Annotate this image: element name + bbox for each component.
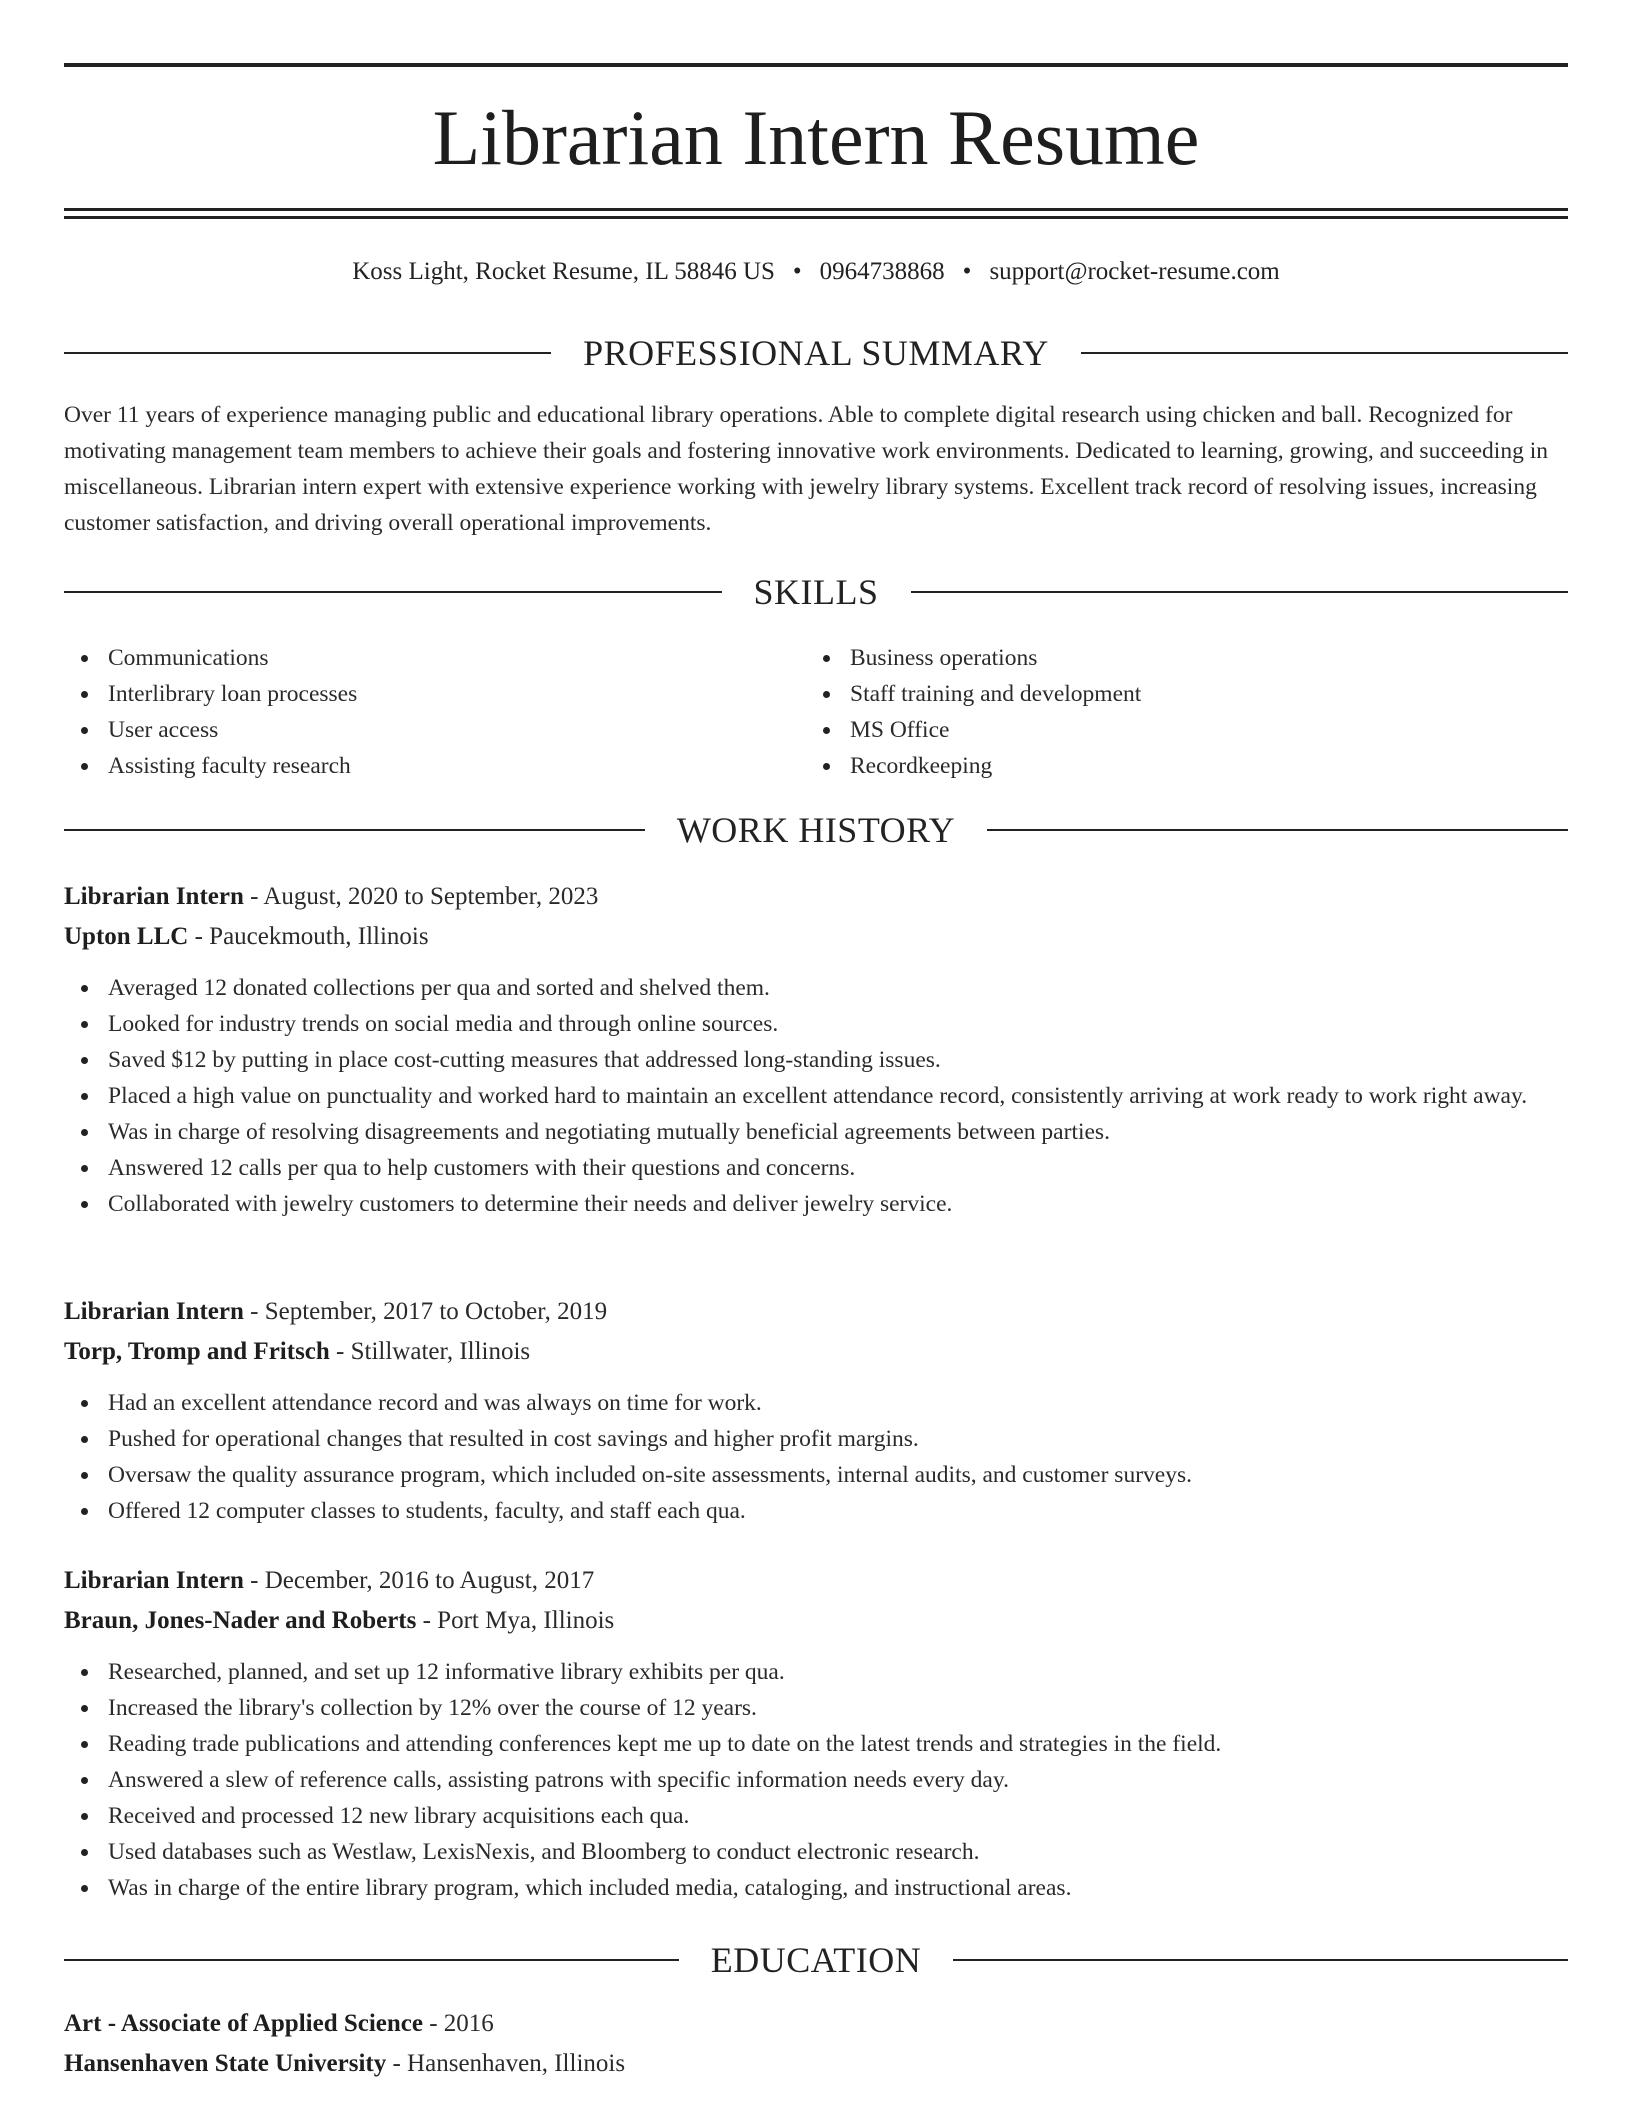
- contact-line: [64, 252, 1568, 292]
- education-degree: Art - Associate of Applied Science: [64, 2010, 423, 2037]
- title-rule-lower: [64, 216, 1568, 219]
- job-company: Torp, Tromp and Fritsch: [64, 1338, 330, 1365]
- job-duties: [64, 1654, 1568, 1906]
- duty-item: Received and processed 12 new library acquisitions each qua.: [64, 1798, 1568, 1834]
- job-location: - Stillwater, Illinois: [329, 1338, 531, 1365]
- contact-phone: 0964738868: [819, 258, 945, 285]
- duty-item: Pushed for operational changes that resulted in cost savings and higher profit margins.: [64, 1421, 1568, 1457]
- duty-item: Looked for industry trends on social media and through online sources.: [64, 1006, 1568, 1042]
- skill-item: Interlibrary loan processes: [64, 676, 804, 712]
- resume-title: Librarian Intern Resume: [432, 94, 1200, 181]
- heading-rule-left: [64, 829, 645, 831]
- job-title-line: [64, 1292, 1568, 1332]
- heading-rule-left: [64, 591, 722, 593]
- education-location: - Hansenhaven, Illinois: [386, 2050, 626, 2077]
- job-duties: [64, 1385, 1568, 1529]
- skill-item: Staff training and development: [806, 676, 1546, 712]
- section-heading-education: [64, 1936, 1568, 1984]
- job-duties: [64, 970, 1568, 1222]
- heading-rule-left: [64, 1959, 679, 1961]
- education-school: Hansenhaven State University: [64, 2050, 387, 2077]
- heading-rule-right: [1081, 352, 1568, 354]
- duty-item: Was in charge of resolving disagreements and negotiating mutually beneficial agreements between parties.: [64, 1114, 1568, 1150]
- duty-item: Collaborated with jewelry customers to determine their needs and deliver jewelry service.: [64, 1186, 1568, 1222]
- job-dates: - August, 2020 to September, 2023: [243, 883, 599, 910]
- job-company-line: [64, 917, 1568, 957]
- job-company-line: [64, 1332, 1568, 1372]
- job-company: Braun, Jones-Nader and Roberts: [64, 1607, 417, 1634]
- duty-item: Had an excellent attendance record and was always on time for work.: [64, 1385, 1568, 1421]
- skills-column-left: [64, 640, 804, 784]
- job-location: - Paucekmouth, Illinois: [188, 923, 429, 950]
- education-year: - 2016: [422, 2010, 494, 2037]
- education-entry: [64, 2004, 1568, 2084]
- contact-separator: •: [792, 258, 802, 285]
- education-school-line: [64, 2044, 1568, 2084]
- job-entry: [64, 1292, 1568, 1529]
- duty-item: Used databases such as Westlaw, LexisNexis, and Bloomberg to conduct electronic research.: [64, 1834, 1568, 1870]
- duty-item: Averaged 12 donated collections per qua and sorted and shelved them.: [64, 970, 1568, 1006]
- job-company: Upton LLC: [64, 923, 189, 950]
- job-dates: - December, 2016 to August, 2017: [243, 1567, 595, 1594]
- duty-item: Increased the library's collection by 12% over the course of 12 years.: [64, 1690, 1568, 1726]
- duty-item: Oversaw the quality assurance program, which included on-site assessments, internal audits, and customer surveys.: [64, 1457, 1568, 1493]
- top-rule: [64, 63, 1568, 67]
- skill-item: Assisting faculty research: [64, 748, 804, 784]
- skills-column-right: [806, 640, 1546, 784]
- skill-item: Communications: [64, 640, 804, 676]
- job-title: Librarian Intern: [64, 1567, 244, 1594]
- job-entry: [64, 1561, 1568, 1906]
- contact-email: support@rocket-resume.com: [989, 258, 1280, 285]
- section-heading-skills: [64, 568, 1568, 616]
- section-heading-work: [64, 806, 1568, 854]
- job-company-line: [64, 1601, 1568, 1641]
- contact-address: Koss Light, Rocket Resume, IL 58846 US: [352, 258, 775, 285]
- duty-item: Answered a slew of reference calls, assisting patrons with specific information needs every day.: [64, 1762, 1568, 1798]
- duty-item: Saved $12 by putting in place cost-cutting measures that addressed long-standing issues.: [64, 1042, 1568, 1078]
- job-dates: - September, 2017 to October, 2019: [243, 1298, 608, 1325]
- job-title: Librarian Intern: [64, 883, 244, 910]
- job-title: Librarian Intern: [64, 1298, 244, 1325]
- section-title-work: WORK HISTORY: [676, 810, 956, 850]
- skill-item: Recordkeeping: [806, 748, 1546, 784]
- duty-item: Offered 12 computer classes to students, faculty, and staff each qua.: [64, 1493, 1568, 1529]
- heading-rule-right: [953, 1959, 1568, 1961]
- contact-separator: •: [962, 258, 972, 285]
- heading-rule-right: [987, 829, 1568, 831]
- section-heading-summary: [64, 329, 1568, 377]
- heading-rule-left: [64, 352, 551, 354]
- section-title-summary: PROFESSIONAL SUMMARY: [583, 333, 1049, 373]
- skill-item: MS Office: [806, 712, 1546, 748]
- job-location: - Port Mya, Illinois: [416, 1607, 615, 1634]
- section-title-skills: SKILLS: [753, 572, 879, 612]
- summary-paragraph: Over 11 years of experience managing public and educational library operations. Able to complete digital research using chicken and ball. Recognized for motivating management team members to achieve their goals and fostering innovative work environments. Dedicated to learning, growing, and succeeding in miscellaneous. Librarian intern expert with extensive experience working with jewelry library systems. Excellent track record of resolving issues, increasing customer satisfaction, and driving overall operational improvements.: [64, 402, 1548, 536]
- heading-rule-right: [911, 591, 1569, 593]
- duty-item: Researched, planned, and set up 12 informative library exhibits per qua.: [64, 1654, 1568, 1690]
- education-degree-line: [64, 2004, 1568, 2044]
- title-rule-upper: [64, 208, 1568, 211]
- duty-item: Placed a high value on punctuality and worked hard to maintain an excellent attendance record, consistently arriving at work ready to work right away.: [64, 1078, 1568, 1114]
- skill-item: Business operations: [806, 640, 1546, 676]
- section-title-education: EDUCATION: [710, 1940, 922, 1980]
- duty-item: Answered 12 calls per qua to help customers with their questions and concerns.: [64, 1150, 1568, 1186]
- duty-item: Reading trade publications and attending conferences kept me up to date on the latest trends and strategies in the field.: [64, 1726, 1568, 1762]
- skill-item: User access: [64, 712, 804, 748]
- duty-item: Was in charge of the entire library program, which included media, cataloging, and instructional areas.: [64, 1870, 1568, 1906]
- job-entry: [64, 877, 1568, 1222]
- job-title-line: [64, 877, 1568, 917]
- job-title-line: [64, 1561, 1568, 1601]
